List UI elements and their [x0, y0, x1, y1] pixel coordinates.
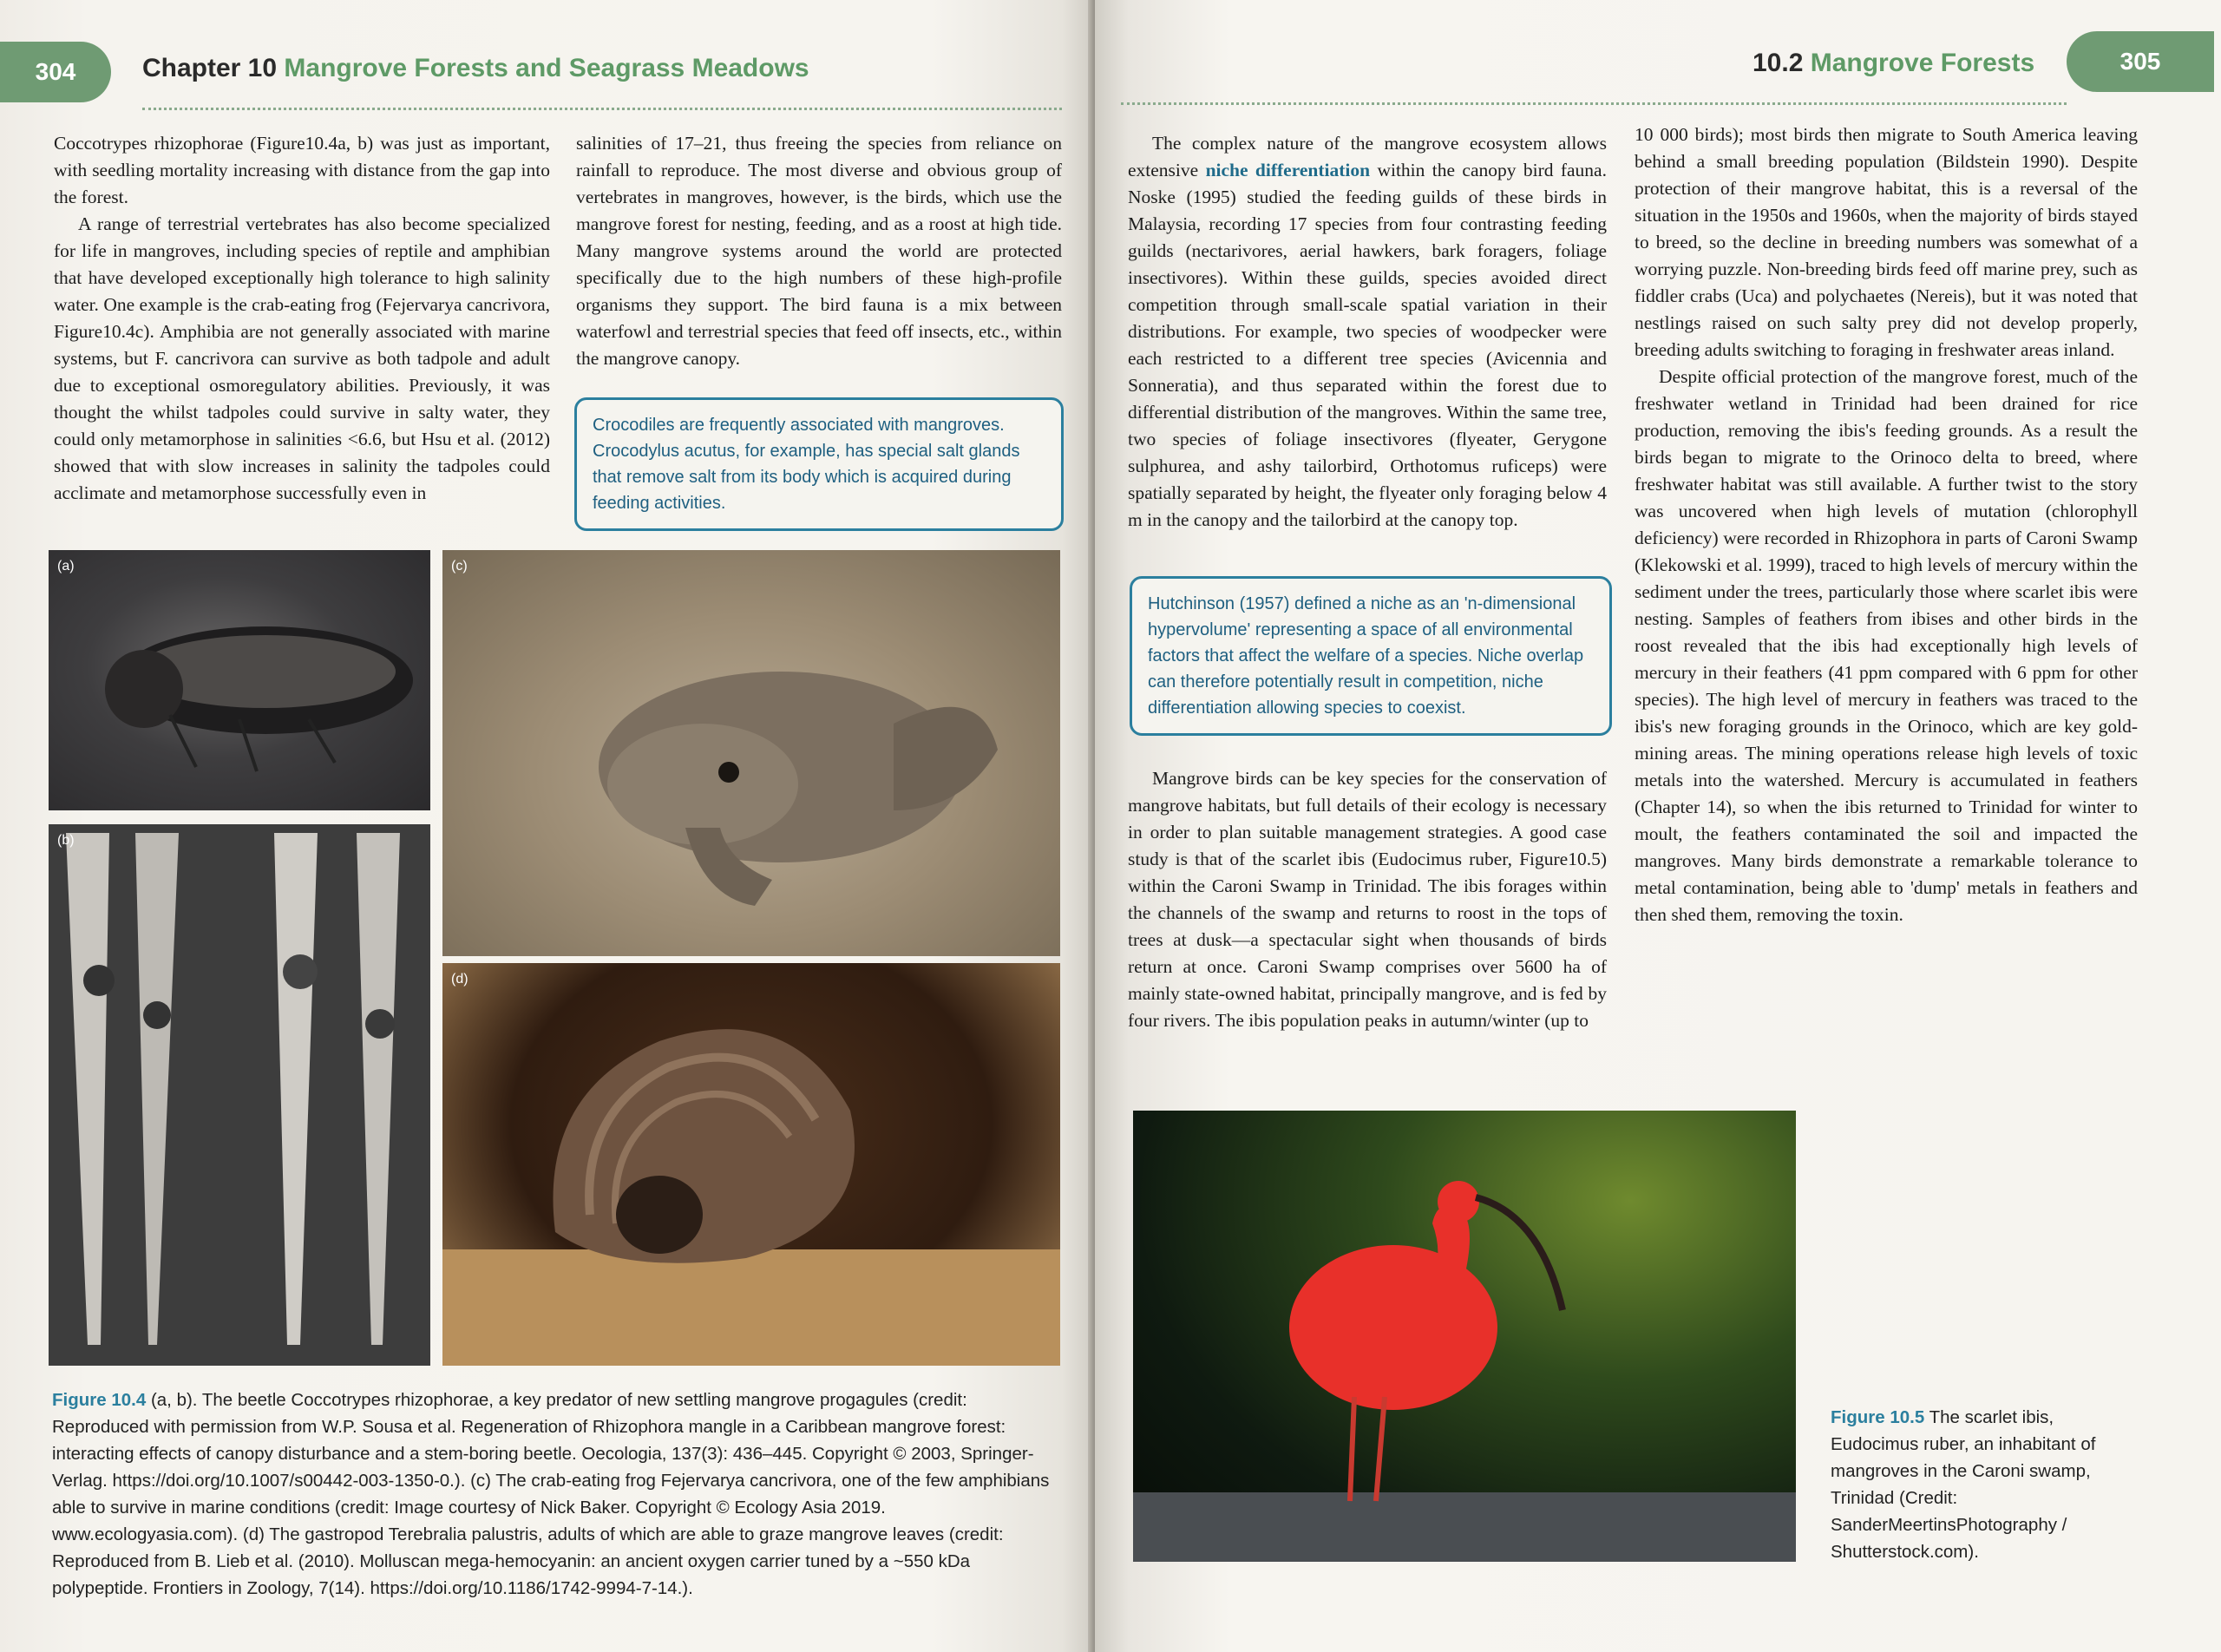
- page-number: 305: [2119, 48, 2161, 75]
- gastropod-image: [442, 963, 1060, 1366]
- header-rule: [142, 108, 1062, 110]
- paragraph: [1128, 130, 1607, 534]
- beetle-image: [49, 550, 430, 810]
- right-page: [1095, 0, 2221, 1652]
- scarlet-ibis-image: [1133, 1111, 1796, 1562]
- text-column-2: [576, 130, 1062, 372]
- running-head: [1753, 49, 2034, 78]
- page-number: 304: [35, 58, 76, 85]
- figure-label: Figure 10.4: [52, 1390, 147, 1410]
- callout-text: Crocodiles are frequently associated with mangroves. Crocodylus acutus, for example, has special salt glands that remove salt from its body which is acquired during feeding activities.: [593, 416, 1020, 513]
- callout-box: [574, 397, 1064, 531]
- figure-caption: [1831, 1404, 2117, 1565]
- photo-scarlet-ibis: [1133, 1111, 1796, 1562]
- text-column-2: [1635, 121, 2138, 928]
- paragraph-text: within the canopy bird fauna. Noske (1995) studied the feeding guilds of these birds in Malaysia, recording 17 species from four contrasting feeding guilds (nectarivores, aerial hawkers, bark foragers, foliage insectivores). Within these guilds, species avoided direct competition through small-scale spatial variation in their distributions. For example, two species of woodpecker were each restricted to a different tree species (Avicennia and Sonneratia), and thus separated within the forest due to differential distribution of the mangroves. Within the same tree, two species of foliage insectivores (flyeater, Gerygone sulphurea, and ashy tailorbird, Orthotomus ruficeps) were spatially separated by height, the flyeater only foraging below 4 m in the canopy and the tailorbird at the canopy top.: [1128, 160, 1607, 530]
- photo-propagules: [49, 824, 430, 1366]
- paragraph: Mangrove birds can be key species for the conservation of mangrove habitats, but full details of their ecology is necessary in order to plan suitable management strategies. A good case study is that of the scarlet ibis (Eudocimus ruber, Figure10.5) within the Caroni Swamp in Trinidad. The ibis forages within the channels of the swamp and returns to roost in the tops of trees at dusk—a spectacular sight when thousands of birds return at once. Caroni Swamp comprises over 5600 ha of mainly state-owned habitat, principally mangrove, and is fed by four rivers. The ibis population peaks in autumn/winter (up to: [1128, 768, 1607, 1031]
- photo-label: (c): [451, 559, 468, 574]
- section-title: Mangrove Forests: [1810, 49, 2035, 77]
- header-rule: [1121, 102, 2067, 105]
- callout-text: Hutchinson (1957) defined a niche as an 'n-dimensional hypervolume' representing a space of all environmental factors that affect the welfare of a species. Niche overlap can therefore potentially result in competition, niche differentiation allowing species to coexist.: [1148, 594, 1584, 718]
- figure-caption-text: The scarlet ibis, Eudocimus ruber, an inhabitant of mangroves in the Caroni swamp, Trinidad (Credit: SanderMeertinsPhotography / Shutterstock.com).: [1831, 1407, 2096, 1562]
- page-number-tab: [2067, 31, 2214, 92]
- paragraph: Coccotrypes rhizophorae (Figure10.4a, b) was just as important, with seedling mortality increasing with distance from the gap into the forest.: [54, 133, 550, 207]
- frog-image: [442, 550, 1060, 956]
- photo-label: (d): [451, 972, 468, 987]
- photo-gastropod: [442, 963, 1060, 1366]
- keyword: niche differentiation: [1205, 160, 1371, 180]
- propagules-image: [49, 824, 430, 1366]
- text-column-1: [1128, 130, 1607, 534]
- section-number: 10.2: [1753, 49, 1804, 77]
- photo-frog: [442, 550, 1060, 956]
- paragraph: salinities of 17–21, thus freeing the species from reliance on rainfall to reproduce. The most diverse and obvious group of vertebrates in mangroves, however, is the birds, which use the mangrove forest for nesting, feeding, and as a roost at high tide. Many mangrove systems around the world are protected specifically due to the high numbers of these high-profile organisms they support. The bird fauna is a mix between waterfowl and terrestrial species that feed off insects, etc., within the mangrove canopy.: [576, 133, 1062, 369]
- figure-label: Figure 10.5: [1831, 1407, 1925, 1427]
- paragraph-text: The complex nature of the mangrove ecosystem allows extensive: [1128, 133, 1607, 180]
- photo-label: (b): [57, 833, 75, 848]
- paragraph: 10 000 birds); most birds then migrate to South America leaving behind a small breeding population (Bildstein 1990). Despite protection of their mangrove habitat, this is a reversal of the situation in the 1950s and 1960s, when the majority of birds stayed to breed, so the decline in breeding numbers was somewhat of a worrying puzzle. Non-breeding birds feed off marine prey, such as fiddler crabs (Uca) and polychaetes (Nereis), but it was noted that nestlings raised on such salty prey did not develop properly, breeding adults switching to foraging in freshwater areas inland.: [1635, 124, 2138, 360]
- callout-box: [1130, 576, 1612, 736]
- figure-caption: [52, 1386, 1058, 1602]
- chapter-title: Mangrove Forests and Seagrass Meadows: [284, 54, 809, 82]
- page-number-tab: [0, 42, 111, 102]
- figure-caption-text: (a, b). The beetle Coccotrypes rhizophorae, a key predator of new settling mangrove progagules (credit: Reproduced with permission from W.P. Sousa et al. Regeneration of Rhizophora mangle in a Caribbean mangrove forest: interacting effects of canopy disturbance and a stem-boring beetle. Oecologia, 137(3): 436–445. Copyright © 2003, Springer-Verlag. https://doi.org/10.1007/s00442-003-1350-0.). (c) The crab-eating frog Fejervarya cancrivora, one of the few amphibians able to survive in marine conditions (credit: Image courtesy of Nick Baker. Copyright © Ecology Asia 2019. www.ecologyasia.com). (d) The gastropod Terebralia palustris, adults of which are able to graze mangrove leaves (credit: Reproduced from B. Lieb et al. (2010). Molluscan mega-hemocyanin: an ancient oxygen carrier tuned by a ~550 kDa polypeptide. Frontiers in Zoology, 7(14). https://doi.org/10.1186/1742-9994-7-14.).: [52, 1390, 1050, 1598]
- paragraph: Despite official protection of the mangrove forest, much of the freshwater wetland in Trinidad had been drained for rice production, removing the ibis's feeding grounds. As a result the birds began to migrate to the Orinoco delta to breed, where freshwater habitat was still available. A further twist to the story was uncovered when high levels of mutation (chlorophyll deficiency) were recorded in Rhizophora in parts of Caroni Swamp (Klekowski et al. 1999), traced to high levels of mercury within the sediment under the trees, particularly those where scarlet ibis were nesting. Samples of feathers from ibises and other birds in the roost revealed that the ibis had exceptionally high levels of mercury in their feathers (41 ppm compared with 6 ppm for other species). The high level of mercury in feathers was traced to the ibis's new foraging grounds in the Orinoco, which are key gold-mining areas. The mining operations release high levels of toxic metals into the watershed. Mercury is accumulated in feathers (Chapter 14), so when the ibis returned to Trinidad for winter to moult, the feathers contaminated the soil and impacted the mangroves. Many birds demonstrate a remarkable tolerance to metal contamination, being able to 'dump' metals in feathers and then shed them, removing the toxin.: [1635, 366, 2138, 925]
- photo-beetle: [49, 550, 430, 810]
- photo-label: (a): [57, 559, 75, 574]
- running-head: [142, 54, 809, 83]
- text-column-1-continued: [1128, 765, 1607, 1034]
- paragraph: A range of terrestrial vertebrates has also become specialized for life in mangroves, including species of reptile and amphibian that have developed exceptionally high tolerance to high salinity water. One example is the crab-eating frog (Fejervarya cancrivora, Figure10.4c). Amphibia are not generally associated with marine systems, but F. cancrivora can survive as both tadpole and adult due to exceptional osmoregulatory abilities. Previously, it was thought the whilst tadpoles could survive in salty water, they could only metamorphose in salinities <6.6, but Hsu et al. (2012) showed that with slow increases in salinity the tadpoles could acclimate and metamorphose successfully even in: [54, 213, 550, 503]
- left-page: [0, 0, 1095, 1652]
- chapter-number: Chapter 10: [142, 54, 278, 82]
- text-column-1: [54, 130, 550, 507]
